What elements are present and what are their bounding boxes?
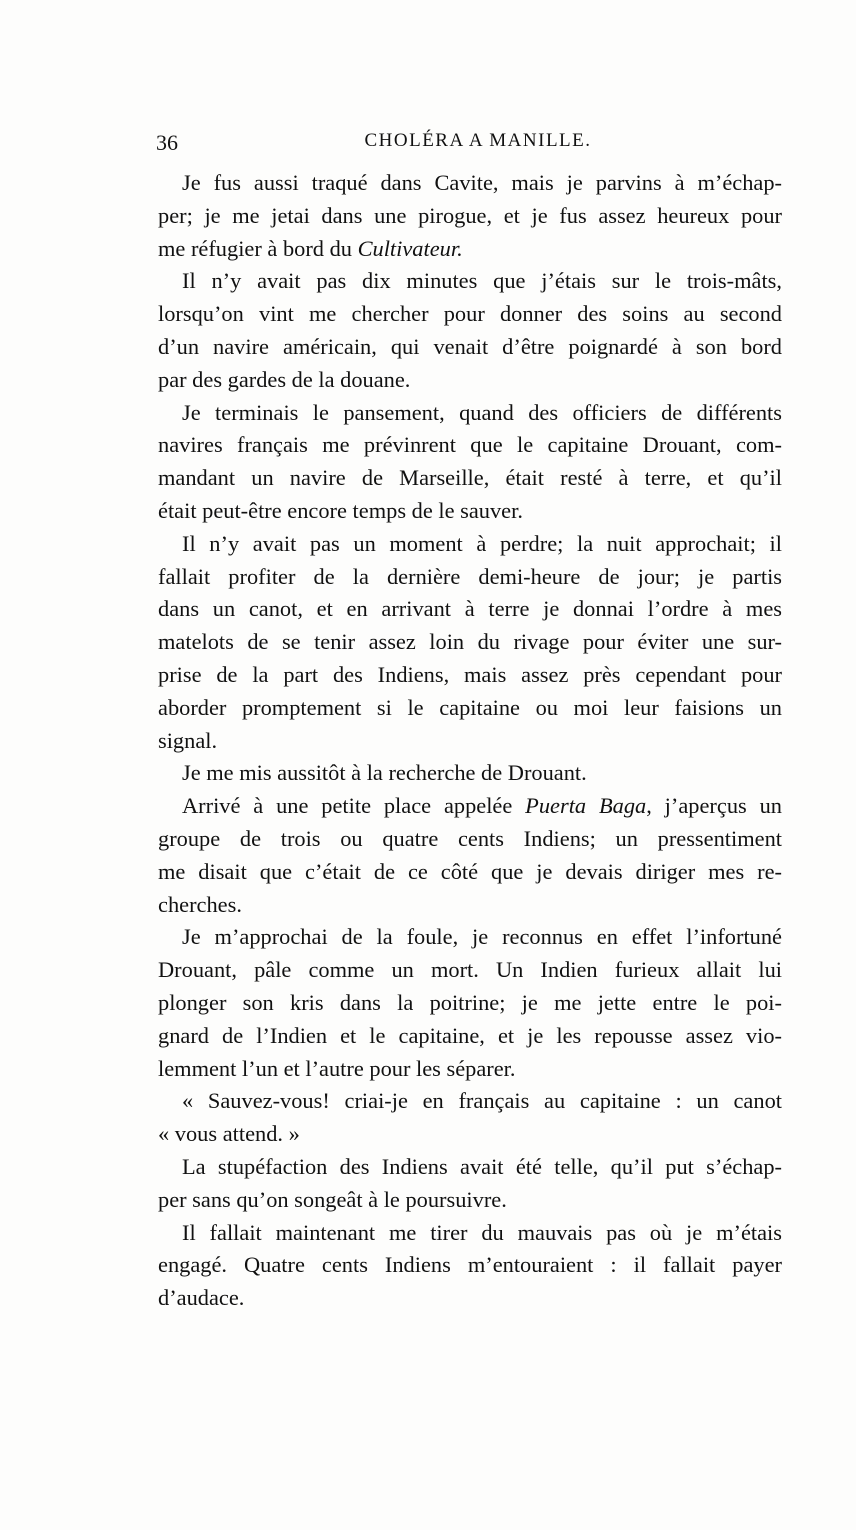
text-line: groupe de trois ou quatre cents Indiens; un pressentiment (158, 825, 782, 851)
text-line: plonger son kris dans la poitrine; je me jette entre le poi- (158, 989, 782, 1015)
paragraph (158, 1217, 782, 1315)
text-fragment: me réfugier à bord du (158, 235, 358, 261)
text-line: gnard de l’Indien et le capitaine, et je les repousse assez vio- (158, 1022, 782, 1048)
paragraph (158, 528, 782, 758)
text-line: mandant un navire de Marseille, était resté à terre, et qu’il (158, 465, 782, 491)
text-fragment: Arrivé à une petite place appelée (182, 793, 526, 819)
text-line: Je m’approchai de la foule, je reconnus en effet l’infortuné (182, 924, 782, 950)
text-line: La stupéfaction des Indiens avait été telle, qu’il put s’échap- (182, 1153, 782, 1179)
paragraph (158, 265, 782, 396)
text-line: cherches. (158, 891, 242, 917)
text-line (158, 233, 782, 266)
text-line: navires français me prévinrent que le capitaine Drouant, com- (158, 432, 782, 458)
text-line: « vous attend. » (158, 1121, 300, 1147)
body-text (158, 167, 782, 1315)
text-line: d’audace. (158, 1285, 245, 1311)
text-line: lorsqu’on vint me chercher pour donner des soins au second (158, 301, 782, 327)
text-line: d’un navire américain, qui venait d’être poignardé à son bord (158, 333, 782, 359)
text-line (158, 790, 782, 823)
text-line: « Sauvez-vous! criai-je en français au capitaine : un canot (182, 1088, 782, 1114)
text-line: Drouant, pâle comme un mort. Un Indien furieux allait lui (158, 957, 782, 983)
text-line: Il fallait maintenant me tirer du mauvais pas où je m’étais (182, 1219, 782, 1245)
text-line: Je terminais le pansement, quand des officiers de différents (182, 399, 782, 425)
paragraph (158, 1085, 782, 1151)
text-line: per sans qu’on songeât à le poursuivre. (158, 1186, 507, 1212)
paragraph (158, 921, 782, 1085)
text-line: prise de la part des Indiens, mais assez près cependant pour (158, 661, 782, 687)
page-number: 36 (156, 130, 178, 155)
text-line: per; je me jetai dans une pirogue, et je fus assez heureux pour (158, 202, 782, 228)
paragraph (158, 397, 782, 528)
text-line: par des gardes de la douane. (158, 366, 411, 392)
text-line: Il n’y avait pas un moment à perdre; la nuit approchait; il (182, 530, 782, 556)
text-line: dans un canot, et en arrivant à terre je donnai l’ordre à mes (158, 596, 782, 622)
text-line: lemment l’un et l’autre pour les séparer. (158, 1055, 516, 1081)
text-line: aborder promptement si le capitaine ou moi leur faisions un (158, 694, 782, 720)
text-line: Il n’y avait pas dix minutes que j’étais sur le trois-mâts, (182, 268, 782, 294)
italic-place-name: Puerta Baga (525, 793, 647, 819)
text-line: matelots de se tenir assez loin du rivage pour éviter une sur- (158, 629, 782, 655)
paragraph (158, 757, 782, 790)
text-line: signal. (158, 727, 218, 753)
text-line: était peut-être encore temps de le sauver. (158, 497, 523, 523)
paragraph (158, 790, 782, 921)
text-line: Je me mis aussitôt à la recherche de Drouant. (182, 760, 587, 786)
text-line: Je fus aussi traqué dans Cavite, mais je parvins à m’échap- (182, 170, 782, 195)
text-line: fallait profiter de la dernière demi-heure de jour; je partis (158, 563, 782, 589)
italic-ship-name: Cultivateur. (357, 235, 463, 261)
paragraph (158, 1151, 782, 1217)
text-line: me disait que c’était de ce côté que je devais diriger mes re- (158, 858, 782, 884)
text-line: engagé. Quatre cents Indiens m’entouraient : il fallait payer (158, 1252, 782, 1278)
text-fragment: , j’aperçus un (646, 793, 782, 819)
paragraph (158, 167, 782, 265)
running-head (156, 130, 776, 160)
running-title: CHOLÉRA A MANILLE. (364, 130, 592, 151)
